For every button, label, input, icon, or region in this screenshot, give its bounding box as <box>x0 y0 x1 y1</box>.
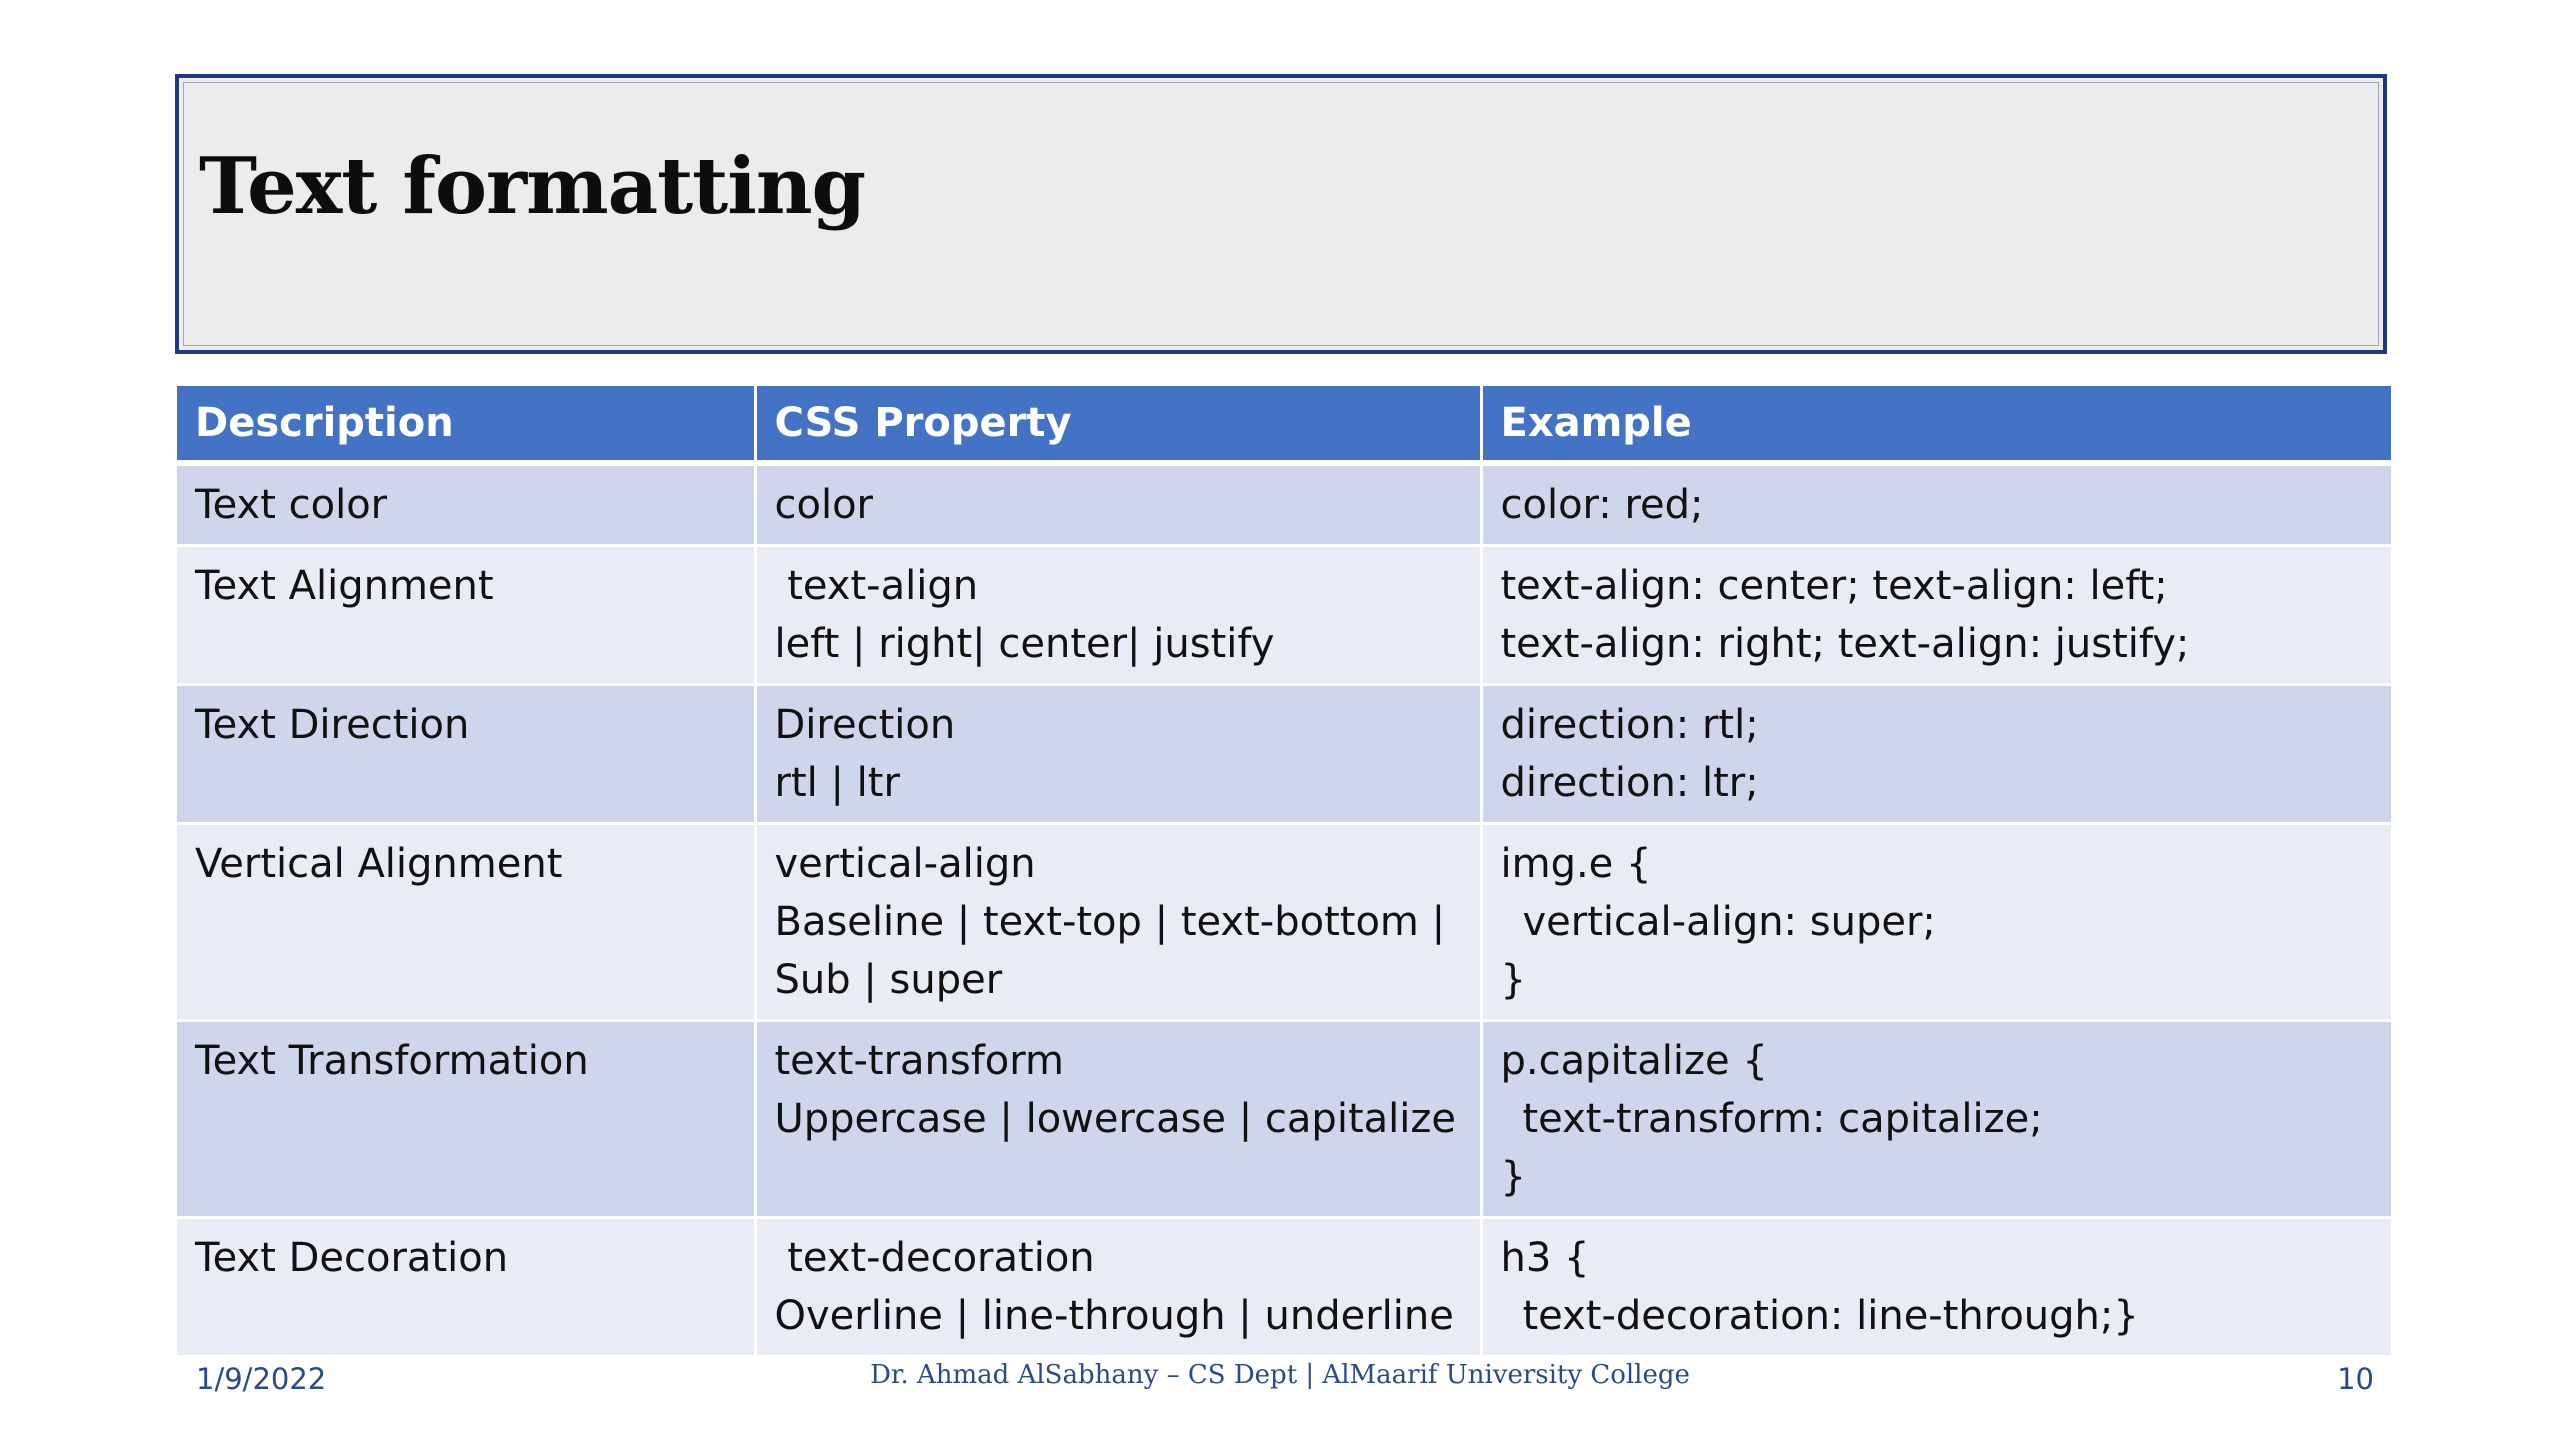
table-row-text-color <box>177 463 2391 546</box>
footer-date: 1/9/2022 <box>196 1362 327 1396</box>
cell-example <box>1481 685 2391 824</box>
footer-author: Dr. Ahmad AlSabhany – CS Dept | AlMaarif University College <box>870 1360 1690 1390</box>
property-line: text-transform <box>774 1038 1064 1084</box>
title-box <box>175 74 2387 354</box>
footer-page-number: 10 <box>2337 1362 2374 1396</box>
cell-description <box>177 463 755 546</box>
example-line: text-align: right; text-align: justify; <box>1500 621 2190 667</box>
cell-description <box>177 546 755 685</box>
property-values-line: Sub | super <box>774 957 1003 1003</box>
property-line: color <box>774 482 873 528</box>
property-line: vertical-align <box>774 841 1036 887</box>
property-line: text-align <box>774 563 979 609</box>
css-properties-table <box>177 386 2391 1358</box>
example-line: vertical-align: super; <box>1522 899 1936 945</box>
example-line: h3 { <box>1500 1235 1590 1281</box>
table-row-text-decoration <box>177 1218 2391 1357</box>
cell-example <box>1481 463 2391 546</box>
cell-property <box>755 463 1481 546</box>
example-line: direction: rtl; <box>1500 702 1759 748</box>
example-line: p.capitalize { <box>1500 1038 1768 1084</box>
example-line: text-decoration: line-through;} <box>1522 1293 2139 1339</box>
cell-description <box>177 1218 755 1357</box>
description-text: Text Alignment <box>195 563 494 609</box>
table-row-vertical-alignment <box>177 824 2391 1021</box>
header-css-property: CSS Property <box>755 386 1481 463</box>
cell-example <box>1481 1021 2391 1218</box>
slide-title: Text formatting <box>199 141 866 232</box>
example-line: } <box>1500 1154 1526 1200</box>
example-line: color: red; <box>1500 482 1704 528</box>
example-line: text-align: center; text-align: left; <box>1500 563 2168 609</box>
cell-description <box>177 824 755 1021</box>
table-row-text-transformation <box>177 1021 2391 1218</box>
property-values-line: Overline | line-through | underline <box>774 1293 1454 1339</box>
table-header-row <box>177 386 2391 463</box>
table-row-text-alignment <box>177 546 2391 685</box>
cell-description <box>177 1021 755 1218</box>
description-text: Vertical Alignment <box>195 841 563 887</box>
property-values-line: Baseline | text-top | text-bottom | <box>774 899 1446 945</box>
table-row-text-direction <box>177 685 2391 824</box>
property-line: Direction <box>774 702 956 748</box>
property-line: text-decoration <box>774 1235 1095 1281</box>
cell-property <box>755 824 1481 1021</box>
description-text: Text color <box>195 482 388 528</box>
example-line: } <box>1500 957 1526 1003</box>
cell-example <box>1481 1218 2391 1357</box>
property-values-line: left | right| center| justify <box>774 621 1275 667</box>
cell-property <box>755 685 1481 824</box>
cell-description <box>177 685 755 824</box>
property-values-line: Uppercase | lowercase | capitalize <box>774 1096 1456 1142</box>
cell-property <box>755 546 1481 685</box>
header-description: Description <box>177 386 755 463</box>
cell-example <box>1481 546 2391 685</box>
example-line: text-transform: capitalize; <box>1522 1096 2043 1142</box>
header-example: Example <box>1481 386 2391 463</box>
example-line: direction: ltr; <box>1500 760 1759 806</box>
property-values-line: rtl | ltr <box>774 760 900 806</box>
description-text: Text Transformation <box>195 1038 589 1084</box>
cell-property <box>755 1021 1481 1218</box>
cell-property <box>755 1218 1481 1357</box>
example-line: img.e { <box>1500 841 1652 887</box>
cell-example <box>1481 824 2391 1021</box>
description-text: Text Direction <box>195 702 470 748</box>
description-text: Text Decoration <box>195 1235 509 1281</box>
